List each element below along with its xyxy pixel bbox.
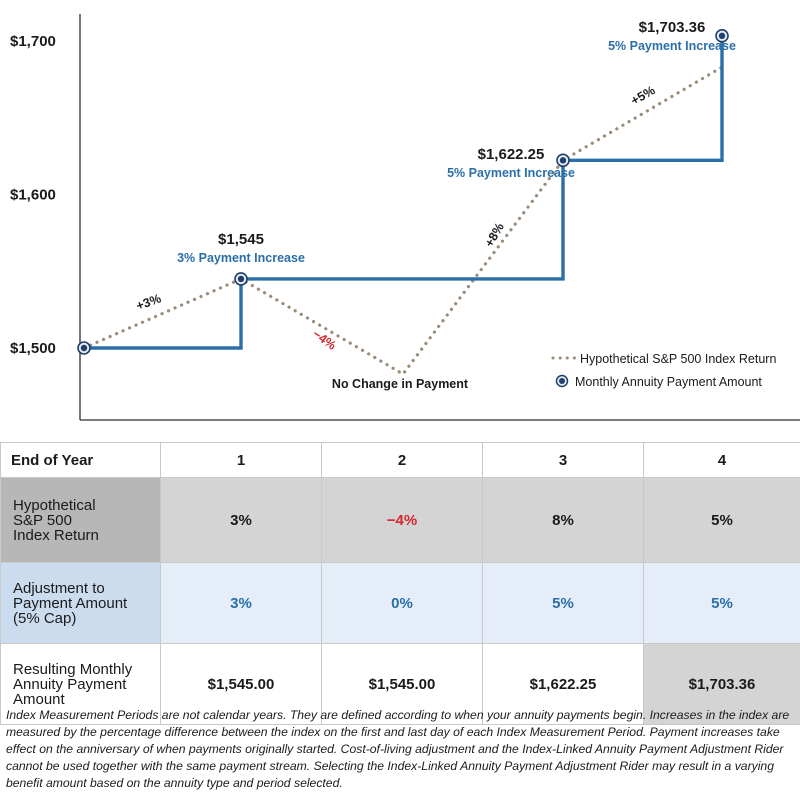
- row-label-line: Resulting Monthly: [13, 660, 133, 678]
- payment-increase-label: 5% Payment Increase: [608, 39, 736, 53]
- table-cell: −4%: [322, 478, 483, 563]
- y-tick-label: $1,500: [10, 340, 56, 357]
- y-tick-label: $1,600: [10, 186, 56, 204]
- y-tick-labels: [10, 33, 56, 357]
- legend-label: Monthly Annuity Payment Amount: [575, 375, 762, 389]
- table-cell: 8%: [483, 478, 644, 563]
- payment-increase-label: 5% Payment Increase: [447, 166, 575, 180]
- index-return-label: +8%: [482, 220, 507, 250]
- index-return-label: +3%: [134, 291, 163, 314]
- header-end-of-year: End of Year: [1, 443, 161, 478]
- table-header-row: [1, 443, 800, 478]
- row-label-line: Amount: [13, 690, 65, 708]
- row-label-line: Adjustment to: [13, 579, 105, 597]
- payment-point-center: [81, 345, 87, 351]
- payment-value-label: $1,622.25: [477, 146, 545, 163]
- table-cell: $1,545.00: [161, 644, 322, 725]
- header-year-1: 1: [161, 443, 322, 478]
- table-cell: 5%: [644, 563, 800, 644]
- footnote: Index Measurement Periods are not calendar years. They are defined according to when your annuity payments begin. Increases in the index are measured by the percentage difference between the index on the first and last day of each Index Measurement Period. Payment increases take effect on the anniversary of when payments originally started. Cost-of-living adjustment and the Index-Linked Annuity Payment Adjustment Rider cannot be used together with the same payment stream. Selecting the Index-Linked Annuity Payment Adjustment Rider may result in a varying benefit amount based on the annuity type and period selected.: [6, 708, 790, 790]
- payment-series: [78, 30, 728, 354]
- table-cell: 3%: [161, 563, 322, 644]
- legend-label: Hypothetical S&P 500 Index Return: [580, 352, 777, 366]
- index-return-line: [84, 67, 722, 374]
- row-label-line: S&P 500: [13, 511, 72, 529]
- row-label-adjustment: [1, 563, 161, 644]
- table-cell: $1,703.36: [644, 644, 800, 725]
- table-cell: $1,545.00: [322, 644, 483, 725]
- table-cell: $1,622.25: [483, 644, 644, 725]
- index-return-series: [84, 67, 722, 374]
- header-year-3: 3: [483, 443, 644, 478]
- payment-point-center: [238, 276, 244, 282]
- payment-step-line: [84, 36, 722, 348]
- payment-increase-label: 3% Payment Increase: [177, 251, 305, 265]
- table-row-adjustment: [1, 563, 800, 644]
- table-cell: 0%: [322, 563, 483, 644]
- row-label-index-return: [1, 478, 161, 563]
- header-year-2: 2: [322, 443, 483, 478]
- row-label-line: (5% Cap): [13, 609, 77, 627]
- index-return-label: −4%: [309, 326, 339, 353]
- header-year-4: 4: [644, 443, 800, 478]
- table-cell: 5%: [483, 563, 644, 644]
- y-tick-label: $1,700: [10, 33, 56, 50]
- table-cell: 5%: [644, 478, 800, 563]
- row-label-line: Index Return: [13, 526, 99, 544]
- legend-marker-center: [559, 378, 565, 384]
- table-row-index-return: [1, 478, 800, 563]
- payment-value-label: $1,545: [218, 231, 264, 248]
- data-labels: [177, 19, 736, 391]
- results-table: [0, 442, 800, 725]
- index-return-label: +5%: [628, 83, 658, 108]
- payment-point-center: [560, 157, 566, 163]
- table-cell: 3%: [161, 478, 322, 563]
- row-label-line: Payment Amount: [13, 594, 128, 612]
- payment-value-label: $1,703.36: [638, 19, 706, 36]
- no-change-label: No Change in Payment: [331, 377, 469, 391]
- row-label-line: Hypothetical: [13, 496, 96, 514]
- row-label-line: Annuity Payment: [13, 675, 127, 693]
- chart-legend: [553, 352, 776, 389]
